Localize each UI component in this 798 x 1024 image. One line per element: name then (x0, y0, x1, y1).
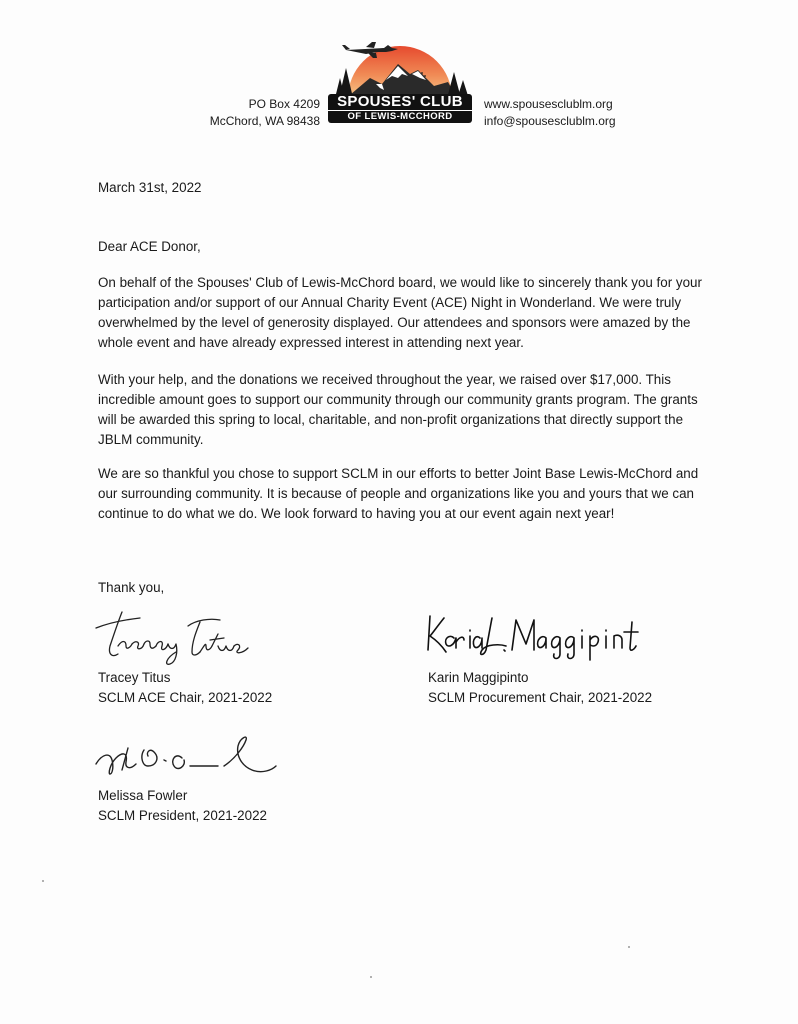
signatory-title: SCLM President, 2021-2022 (98, 808, 267, 823)
letter-closing: Thank you, (98, 580, 165, 595)
letterhead-contact (484, 96, 684, 130)
signature-melissa-fowler (92, 730, 282, 780)
organization-name: SPOUSES' CLUB (328, 94, 472, 110)
letter-salutation: Dear ACE Donor, (98, 239, 201, 254)
letter-paragraph-2: With your help, and the donations we received throughout the year, we raised over $17,000. This incredible amount goes to support our community through our community grants program. The grants will be awarded this spring to local, charitable, and non-profit organizations that directly support the JBLM community. (98, 372, 698, 447)
signatory-name: Melissa Fowler (98, 788, 188, 803)
address-line-2: McChord, WA 98438 (209, 114, 320, 128)
organization-logo-text (326, 94, 474, 124)
scan-speck (42, 880, 44, 882)
signatory-tracey-titus (98, 668, 272, 708)
signatory-name: Karin Maggipinto (428, 670, 529, 685)
website-link[interactable]: www.spousesclublm.org (484, 97, 613, 111)
letterhead-address (190, 96, 320, 130)
letter-paragraph-3: We are so thankful you chose to support SCLM in our efforts to better Joint Base Lewis-McChord and our surrounding community. It is because of people and organizations like you and yours that we can continue to do what we do. We look forward to having you at our event again next year! (98, 466, 699, 521)
signatory-name: Tracey Titus (98, 670, 171, 685)
signatory-title: SCLM Procurement Chair, 2021-2022 (428, 690, 653, 705)
scan-speck (628, 946, 630, 948)
signatory-melissa-fowler (98, 786, 267, 826)
letter-paragraph-1: On behalf of the Spouses' Club of Lewis-McChord board, we would like to sincerely thank you for your participation and/or support of our Annual Charity Event (ACE) Night in Wonderland. We were truly overwhelmed by the level of generosity displayed. Our attendees and sponsors were amazed by the whole event and have already expressed interest in attending next year. (98, 275, 702, 350)
signatory-karin-maggipinto (428, 668, 652, 708)
signature-karin-maggipinto (420, 610, 640, 662)
scan-speck (370, 976, 372, 978)
organization-subtitle: OF LEWIS-MCCHORD (328, 110, 472, 123)
letter-date: March 31st, 2022 (98, 180, 202, 195)
signature-tracey-titus (92, 606, 262, 668)
email-link[interactable]: info@spousesclublm.org (484, 114, 616, 128)
address-line-1: PO Box 4209 (248, 97, 320, 111)
signatory-title: SCLM ACE Chair, 2021-2022 (98, 690, 273, 705)
